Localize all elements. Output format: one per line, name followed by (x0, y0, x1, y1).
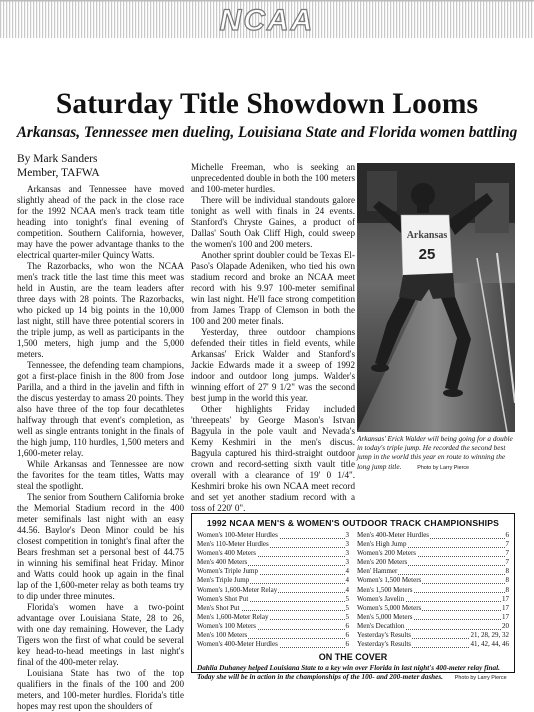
event-page: 3 (345, 549, 349, 558)
event-row (197, 549, 349, 558)
event-page: 7 (505, 549, 509, 558)
event-page: 6 (345, 631, 349, 640)
paragraph: The Razorbacks, who won the NCAA men's track title the last time this meet was held in Austin, are the team leaders after three days with 28 points. The Razorbacks, who picked up 14 big points in the 10,000 last night, still have three potential scorers in the triple jump, as well as participants in the 1,500 meters, high jump and the 5,000 meters. (17, 261, 184, 359)
event-name: Men's High Jump (357, 540, 407, 549)
event-row (357, 558, 509, 567)
event-name: Women's 400 Meters (197, 549, 257, 558)
event-name: Women's Javelin (357, 594, 405, 603)
event-name: Women's Triple Jump (197, 567, 258, 576)
event-row (357, 595, 509, 604)
event-page: 6 (505, 531, 509, 539)
event-row (197, 604, 349, 613)
event-row (357, 604, 509, 613)
event-page: 6 (345, 640, 349, 649)
event-name: Women's 1,500 Meters (357, 576, 422, 585)
event-row (197, 531, 349, 540)
event-name: Men's 110-Meter Hurdles (197, 540, 269, 549)
event-name: Men's 200 Meters (357, 558, 408, 567)
event-row (357, 613, 509, 622)
event-name: Men' Hammer (357, 567, 398, 576)
headline: Saturday Title Showdown Looms (55, 88, 479, 120)
cover-text: Dahlia Duhaney helped Louisiana State to a key win over Florida in last night's 400-meter relay final. Today she will be in action in the championships of the 100- and 200-meter dashes. (197, 664, 500, 682)
event-page: 5 (345, 594, 349, 603)
byline (17, 152, 182, 180)
byline-name: By Mark Sanders (17, 153, 98, 165)
event-name: Women's Shot Put (197, 594, 249, 603)
event-name: Women's 5,000 Meters (357, 603, 422, 612)
ncaa-banner (0, 0, 534, 38)
event-name: Men's 1,500 Meters (357, 585, 413, 594)
event-name: Men's 400 Meters (197, 558, 248, 567)
event-page: 20 (502, 621, 509, 630)
event-row (197, 622, 349, 631)
event-name: Women's 400-Meter Hurdles (197, 640, 278, 649)
event-row (357, 640, 509, 649)
athlete-photo (357, 163, 515, 432)
event-name: Men's Triple Jump (197, 576, 250, 585)
article-column-1 (17, 184, 184, 712)
paragraph: Arkansas and Tennessee have moved slightly ahead of the pack in the close race for the 1992 NCAA men's track team title heading into tonight's final evening of competition. Southern California, however, may have the power advantage thanks to the electrical quarter-miler Quincy Watts. (17, 184, 184, 260)
event-page: 17 (502, 612, 509, 621)
event-row (357, 586, 509, 595)
event-page: 5 (345, 612, 349, 621)
event-page: 5 (345, 603, 349, 612)
event-name: Men's 5,000 Meters (357, 612, 413, 621)
event-page: 6 (345, 621, 349, 630)
event-page: 3 (345, 540, 349, 549)
events-column-left (197, 531, 349, 649)
event-page: 7 (505, 558, 509, 567)
article-column-2 (191, 162, 355, 514)
paragraph: Florida's women have a two-point advantage over Louisiana State, 28 to 26, with one day remaining. However, the Lady Tigers won the first of what could be several key head-to-head meetings in last night's final of the 400-meter relay. (17, 602, 184, 667)
event-name: Men's Shot Put (197, 603, 240, 612)
event-page: 41, 42, 44, 46 (470, 640, 509, 649)
cover-heading: ON THE COVER (318, 652, 388, 662)
event-page: 21, 28, 29, 32 (470, 631, 509, 640)
event-row (197, 576, 349, 585)
event-page: 4 (345, 576, 349, 585)
event-row (197, 540, 349, 549)
jersey-number: 25 (418, 246, 436, 263)
event-row (357, 540, 509, 549)
jersey-text: Arkansas (406, 230, 448, 241)
event-row (197, 586, 349, 595)
paragraph: Tennessee, the defending team champions, got a first-place finish in the 800 from Jose Parilla, and a third in the javelin and fifth in the discus yesterday to amass 20 points. They also have three of the top four decathletes halfway through that event's completion, as well as single entrants tonight in the finals of the high jump, 110 hurdles, 1,500 meters and 1,600-meter relay. (17, 360, 184, 458)
photo-credit: Photo by Larry Pierce (417, 464, 470, 471)
event-row (357, 622, 509, 631)
event-row (357, 531, 509, 540)
photo-caption (357, 434, 515, 473)
event-page: 8 (505, 585, 509, 594)
event-row (197, 613, 349, 622)
event-row (357, 631, 509, 640)
event-page: 8 (505, 567, 509, 576)
championships-title: 1992 NCAA MEN'S & WOMEN'S OUTDOOR TRACK CHAMPIONSHIPS (206, 518, 500, 528)
event-name: Yesterday's Results (357, 631, 412, 640)
subheadline: Arkansas, Tennessee men dueling, Louisiana State and Florida women battling (16, 124, 518, 141)
event-row (197, 631, 349, 640)
paragraph: There will be individual standouts galore tonight as well with finals in 24 events. Stanford's Chryste Gaines, a product of Dallas' South Oak Cliff High, could sweep the women's 100 and 200 meters. (191, 195, 355, 249)
event-name: Women's 200 Meters (357, 549, 417, 558)
championships-index-box (191, 513, 515, 682)
event-row (197, 595, 349, 604)
paragraph: Yesterday, three outdoor champions defended their titles in field events, while Arkansas' Erick Walder and Stanford's Jackie Edwards made it a sweep of 1992 indoor and outdoor long jumps. Walder's winning effort of 27' 9 1/2" was the second best jump in the world this year. (191, 327, 355, 403)
event-name: Women's 100-Meter Hurdles (197, 531, 278, 539)
paragraph: The senior from Southern California broke the Memorial Stadium record in the 400 meter semifinals last night with an easy 44.56. Baylor's Deon Minor could be his closest competition in tonight's final after the Bears freshman set a personal best of 44.75 in winning his semifinal heat Friday. Minor and Watts could hook up again in the final lap of the 1,600-meter relay as both teams try to dip under three minutes. (17, 492, 184, 601)
cover-credit: Photo by Larry Pierce (454, 675, 507, 682)
event-name: Men's 400-Meter Hurdles (357, 531, 430, 539)
caption-text: Arkansas' Erick Walder will being going for a double in today's triple jump. He recorded the second best jump in the world this year en route to winning the long jump title. (357, 434, 513, 471)
event-page: 7 (505, 540, 509, 549)
paragraph: Louisiana State has two of the top qualifiers in the finals of the 100 and 200 meters, and 100-meter hurdles. Florida's title hopes may rest upon the shoulders of (17, 668, 184, 711)
event-row (357, 549, 509, 558)
paragraph: While Arkansas and Tennessee are now the favorites for the team titles, Watts may steal the spotlight. (17, 459, 184, 491)
event-row (197, 558, 349, 567)
event-row (357, 567, 509, 576)
event-page: 4 (345, 567, 349, 576)
event-name: Yesterday's Results (357, 640, 412, 649)
paragraph: Other highlights Friday included 'threepeats' by George Mason's Istvan Bagyula in the pole vault and Nevada's Kemy Keshmiri in the men's discus. Bagyula captured his third-straight outdoor crown and record-setting sixth vault title overall with a clearance of 19' 0 1/4". Keshmiri broke his own NCAA meet record and set yet another stadium record with a toss of 220' 0". (191, 404, 355, 513)
event-page: 3 (345, 558, 349, 567)
event-name: Men's 1,600-Meter Relay (197, 612, 269, 621)
event-name: Men's 100 Meters (197, 631, 248, 640)
event-page: 8 (505, 576, 509, 585)
event-row (357, 576, 509, 585)
event-name: Men's Decathlon (357, 621, 405, 630)
event-page: 4 (345, 585, 349, 594)
paragraph: Another sprint doubler could be Texas El-Paso's Olapade Adeniken, who tied his own stadium record and broke an NCAA meet record with his 9.97 100-meter semifinal win last night. He'll face strong competition from James Trapp of Clemson in both the 100 and 200 meter finals. (191, 250, 355, 326)
event-name: Women's 100 Meters (197, 621, 257, 630)
cover-description (197, 664, 511, 684)
ncaa-logo-text: NCAA (219, 4, 315, 37)
event-name: Women's 1,600-Meter Relay (197, 585, 278, 594)
byline-title: Member, TAFWA (17, 167, 100, 179)
event-page: 17 (502, 594, 509, 603)
event-row (197, 567, 349, 576)
paragraph: Michelle Freeman, who is seeking an unprecedented double in both the 100 meters and 100-meter hurdles. (191, 162, 355, 194)
event-page: 17 (502, 603, 509, 612)
events-column-right (357, 531, 509, 649)
event-row (197, 640, 349, 649)
event-page: 3 (345, 531, 349, 539)
